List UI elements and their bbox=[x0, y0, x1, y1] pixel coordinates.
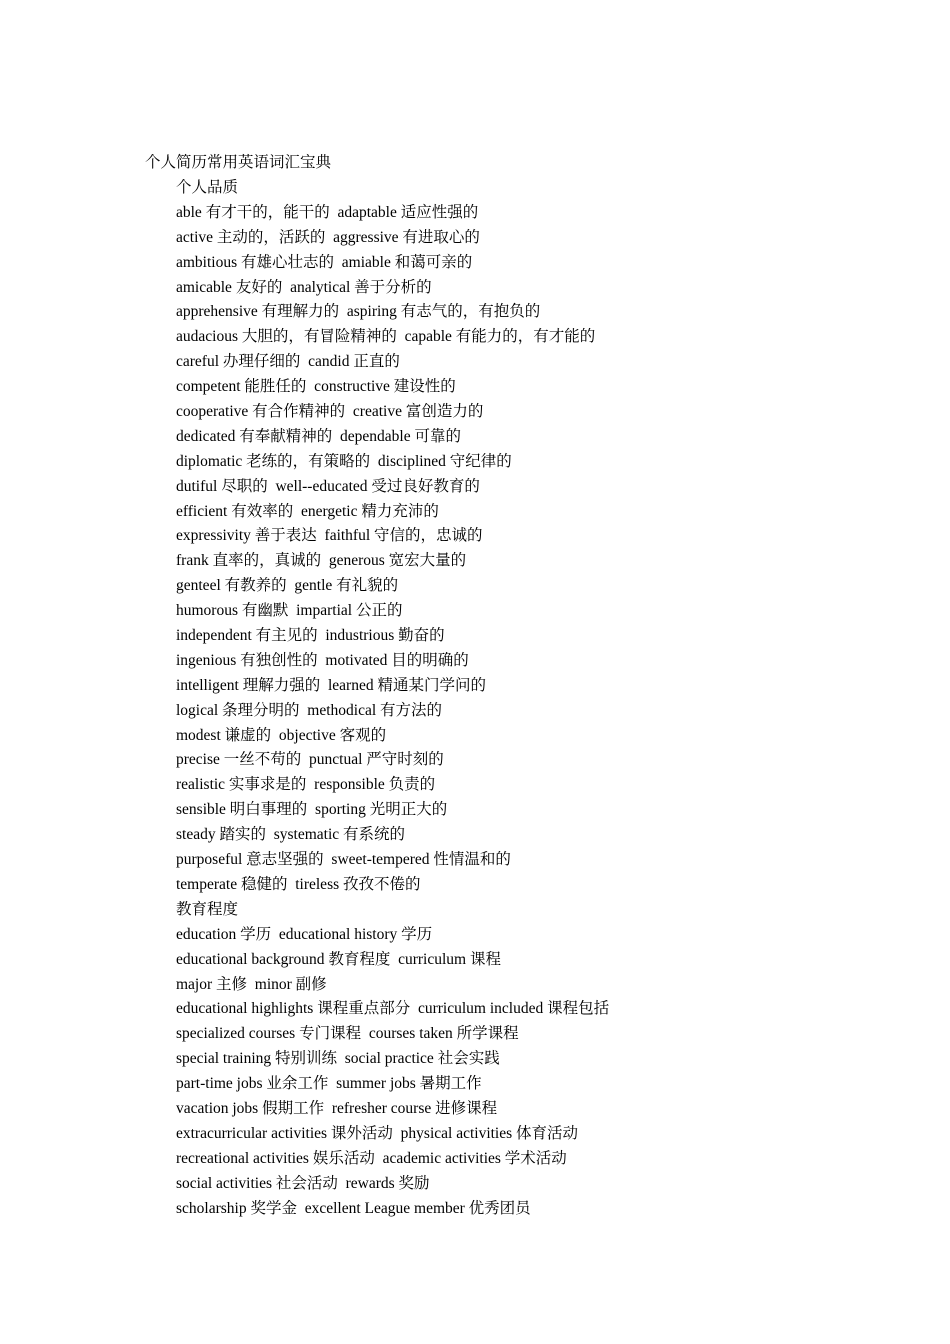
text-line: scholarship 奖学金 excellent League member 优秀团员 bbox=[176, 1199, 531, 1217]
text-line: temperate 稳健的 tireless 孜孜不倦的 bbox=[176, 875, 421, 893]
text-line: specialized courses 专门课程 courses taken 所学课程 bbox=[176, 1025, 519, 1043]
text-line: steady 踏实的 systematic 有系统的 bbox=[176, 826, 406, 844]
text-line: audacious 大胆的，有冒险精神的 capable 有能力的，有才能的 bbox=[176, 328, 596, 346]
text-line: careful 办理仔细的 candid 正直的 bbox=[176, 353, 400, 371]
text-line: recreational activities 娱乐活动 academic activities 学术活动 bbox=[176, 1149, 567, 1167]
text-line: extracurricular activities 课外活动 physical activities 体育活动 bbox=[176, 1124, 579, 1142]
text-line: realistic 实事求是的 responsible 负责的 bbox=[176, 776, 436, 794]
text-line: apprehensive 有理解力的 aspiring 有志气的，有抱负的 bbox=[176, 303, 541, 321]
text-line: expressivity 善于表达 faithful 守信的，忠诚的 bbox=[176, 527, 483, 545]
text-line: 教育程度 bbox=[176, 900, 239, 918]
document-body bbox=[176, 176, 609, 1221]
text-line: active 主动的，活跃的 aggressive 有进取心的 bbox=[176, 228, 480, 246]
text-line: efficient 有效率的 energetic 精力充沛的 bbox=[176, 502, 439, 520]
text-line: special training 特别训练 social practice 社会实践 bbox=[176, 1050, 500, 1068]
text-line: independent 有主见的 industrious 勤奋的 bbox=[176, 627, 445, 645]
text-line: educational highlights 课程重点部分 curriculum included 课程包括 bbox=[176, 1000, 610, 1018]
text-line: part-time jobs 业余工作 summer jobs 暑期工作 bbox=[176, 1075, 482, 1093]
text-line: dedicated 有奉献精神的 dependable 可靠的 bbox=[176, 427, 461, 445]
text-line: sensible 明白事理的 sporting 光明正大的 bbox=[176, 801, 448, 819]
text-line: diplomatic 老练的，有策略的 disciplined 守纪律的 bbox=[176, 452, 512, 470]
text-line: dutiful 尽职的 well--educated 受过良好教育的 bbox=[176, 477, 480, 495]
text-line: cooperative 有合作精神的 creative 富创造力的 bbox=[176, 403, 484, 421]
text-line: major 主修 minor 副修 bbox=[176, 975, 327, 993]
text-line: education 学历 educational history 学历 bbox=[176, 925, 433, 943]
text-line: amicable 友好的 analytical 善于分析的 bbox=[176, 278, 432, 296]
text-line: precise 一丝不苟的 punctual 严守时刻的 bbox=[176, 751, 444, 769]
text-line: ingenious 有独创性的 motivated 目的明确的 bbox=[176, 651, 469, 669]
text-line: modest 谦虚的 objective 客观的 bbox=[176, 726, 387, 744]
text-line: purposeful 意志坚强的 sweet-tempered 性情温和的 bbox=[176, 851, 511, 869]
text-line: logical 条理分明的 methodical 有方法的 bbox=[176, 701, 443, 719]
text-line: vacation jobs 假期工作 refresher course 进修课程 bbox=[176, 1099, 498, 1117]
text-line: 个人品质 bbox=[176, 179, 239, 196]
text-line: educational background 教育程度 curriculum 课程 bbox=[176, 950, 501, 968]
text-line: humorous 有幽默 impartial 公正的 bbox=[176, 602, 403, 620]
text-line: frank 直率的，真诚的 generous 宽宏大量的 bbox=[176, 552, 467, 570]
text-line: social activities 社会活动 rewards 奖励 bbox=[176, 1174, 430, 1192]
text-line: intelligent 理解力强的 learned 精通某门学问的 bbox=[176, 676, 486, 694]
document-title: 个人简历常用英语词汇宝典 bbox=[145, 154, 332, 171]
text-line: able 有才干的，能干的 adaptable 适应性强的 bbox=[176, 203, 479, 221]
text-line: genteel 有教养的 gentle 有礼貌的 bbox=[176, 577, 399, 595]
text-line: competent 能胜任的 constructive 建设性的 bbox=[176, 378, 456, 396]
text-line: ambitious 有雄心壮志的 amiable 和蔼可亲的 bbox=[176, 253, 473, 271]
